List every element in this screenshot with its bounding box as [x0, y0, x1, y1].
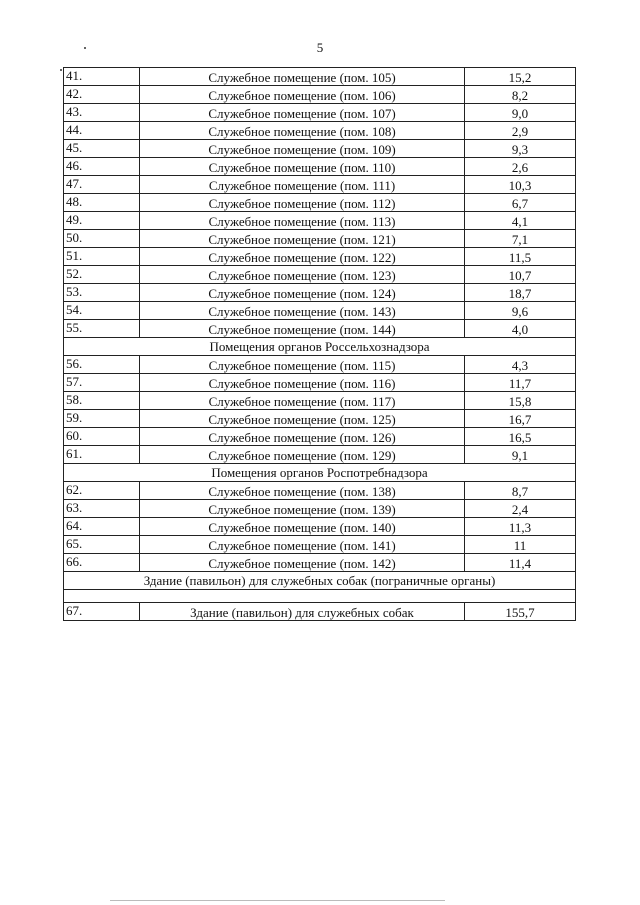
table-row	[64, 603, 576, 621]
premises-name: Служебное помещение (пом. 115)	[140, 356, 465, 374]
scan-edge-line	[110, 900, 445, 901]
table-row	[64, 266, 576, 284]
area-value: 11	[465, 536, 576, 554]
row-number: 67.	[64, 603, 140, 621]
area-value: 2,9	[465, 122, 576, 140]
area-value: 4,3	[465, 356, 576, 374]
section-heading-rospotrebnadzor: Помещения органов Роспотребнадзора	[64, 464, 576, 482]
area-value: 16,5	[465, 428, 576, 446]
row-number: 48.	[64, 194, 140, 212]
premises-name: Здание (павильон) для служебных собак	[140, 603, 465, 621]
premises-name: Служебное помещение (пом. 105)	[140, 68, 465, 86]
table-row	[64, 320, 576, 338]
table-row	[64, 410, 576, 428]
table-row	[64, 554, 576, 572]
premises-name: Служебное помещение (пом. 123)	[140, 266, 465, 284]
row-number: 53.	[64, 284, 140, 302]
section-row	[64, 464, 576, 482]
row-number: 46.	[64, 158, 140, 176]
row-number: 43.	[64, 104, 140, 122]
area-value: 9,0	[465, 104, 576, 122]
area-value: 10,7	[465, 266, 576, 284]
table-row	[64, 536, 576, 554]
area-value: 9,3	[465, 140, 576, 158]
area-value: 8,2	[465, 86, 576, 104]
area-value: 18,7	[465, 284, 576, 302]
area-value: 16,7	[465, 410, 576, 428]
area-value: 4,0	[465, 320, 576, 338]
spacer-cell	[64, 590, 576, 603]
table-row	[64, 68, 576, 86]
table-row	[64, 122, 576, 140]
area-value: 10,3	[465, 176, 576, 194]
area-value: 2,4	[465, 500, 576, 518]
section-row	[64, 338, 576, 356]
page-number: 5	[316, 40, 324, 55]
area-value: 11,7	[465, 374, 576, 392]
row-number: 42.	[64, 86, 140, 104]
premises-name: Служебное помещение (пом. 107)	[140, 104, 465, 122]
table-row	[64, 482, 576, 500]
premises-name: Служебное помещение (пом. 112)	[140, 194, 465, 212]
table-row	[64, 374, 576, 392]
area-value: 15,8	[465, 392, 576, 410]
premises-name: Служебное помещение (пом. 122)	[140, 248, 465, 266]
area-value: 8,7	[465, 482, 576, 500]
table-row	[64, 392, 576, 410]
area-value: 7,1	[465, 230, 576, 248]
premises-name: Служебное помещение (пом. 126)	[140, 428, 465, 446]
table-row	[64, 140, 576, 158]
premises-name: Служебное помещение (пом. 117)	[140, 392, 465, 410]
row-number: 41.	[64, 68, 140, 86]
area-value: 6,7	[465, 194, 576, 212]
premises-name: Служебное помещение (пом. 108)	[140, 122, 465, 140]
premises-name: Служебное помещение (пом. 106)	[140, 86, 465, 104]
premises-name: Служебное помещение (пом. 111)	[140, 176, 465, 194]
table-row	[64, 176, 576, 194]
area-value: 11,4	[465, 554, 576, 572]
row-number: 63.	[64, 500, 140, 518]
row-number: 54.	[64, 302, 140, 320]
premises-name: Служебное помещение (пом. 141)	[140, 536, 465, 554]
row-number: 58.	[64, 392, 140, 410]
table-row	[64, 230, 576, 248]
row-number: 52.	[64, 266, 140, 284]
row-number: 51.	[64, 248, 140, 266]
row-number: 56.	[64, 356, 140, 374]
premises-name: Служебное помещение (пом. 142)	[140, 554, 465, 572]
premises-name: Служебное помещение (пом. 140)	[140, 518, 465, 536]
area-value: 9,1	[465, 446, 576, 464]
premises-name: Служебное помещение (пом. 138)	[140, 482, 465, 500]
table-row	[64, 356, 576, 374]
premises-name: Служебное помещение (пом. 144)	[140, 320, 465, 338]
area-value: 11,5	[465, 248, 576, 266]
table-row	[64, 194, 576, 212]
table-row	[64, 104, 576, 122]
table-row	[64, 158, 576, 176]
table-row	[64, 446, 576, 464]
scan-speck	[84, 47, 86, 49]
premises-table-body	[64, 68, 576, 621]
area-value: 15,2	[465, 68, 576, 86]
spacer-row	[64, 590, 576, 603]
area-value: 9,6	[465, 302, 576, 320]
row-number: 55.	[64, 320, 140, 338]
row-number: 50.	[64, 230, 140, 248]
premises-name: Служебное помещение (пом. 109)	[140, 140, 465, 158]
row-number: 59.	[64, 410, 140, 428]
table-row	[64, 302, 576, 320]
premises-name: Служебное помещение (пом. 110)	[140, 158, 465, 176]
table-row	[64, 500, 576, 518]
premises-name: Служебное помещение (пом. 116)	[140, 374, 465, 392]
area-value: 155,7	[465, 603, 576, 621]
table-row	[64, 248, 576, 266]
row-number: 61.	[64, 446, 140, 464]
row-number: 49.	[64, 212, 140, 230]
table-row	[64, 212, 576, 230]
premises-name: Служебное помещение (пом. 125)	[140, 410, 465, 428]
scan-speck	[60, 69, 62, 71]
area-value: 4,1	[465, 212, 576, 230]
row-number: 44.	[64, 122, 140, 140]
row-number: 65.	[64, 536, 140, 554]
area-value: 11,3	[465, 518, 576, 536]
premises-name: Служебное помещение (пом. 124)	[140, 284, 465, 302]
premises-name: Служебное помещение (пом. 113)	[140, 212, 465, 230]
section-row	[64, 572, 576, 590]
premises-table	[63, 67, 576, 621]
row-number: 45.	[64, 140, 140, 158]
row-number: 62.	[64, 482, 140, 500]
row-number: 47.	[64, 176, 140, 194]
premises-name: Служебное помещение (пом. 129)	[140, 446, 465, 464]
premises-name: Служебное помещение (пом. 139)	[140, 500, 465, 518]
row-number: 57.	[64, 374, 140, 392]
table-row	[64, 518, 576, 536]
row-number: 64.	[64, 518, 140, 536]
table-row	[64, 86, 576, 104]
section-heading-dog-pavilion: Здание (павильон) для служебных собак (пограничные органы)	[64, 572, 576, 590]
section-heading-rosselkhoznadzor: Помещения органов Россельхознадзора	[64, 338, 576, 356]
premises-name: Служебное помещение (пом. 121)	[140, 230, 465, 248]
row-number: 66.	[64, 554, 140, 572]
row-number: 60.	[64, 428, 140, 446]
table-row	[64, 428, 576, 446]
table-row	[64, 284, 576, 302]
area-value: 2,6	[465, 158, 576, 176]
premises-name: Служебное помещение (пом. 143)	[140, 302, 465, 320]
